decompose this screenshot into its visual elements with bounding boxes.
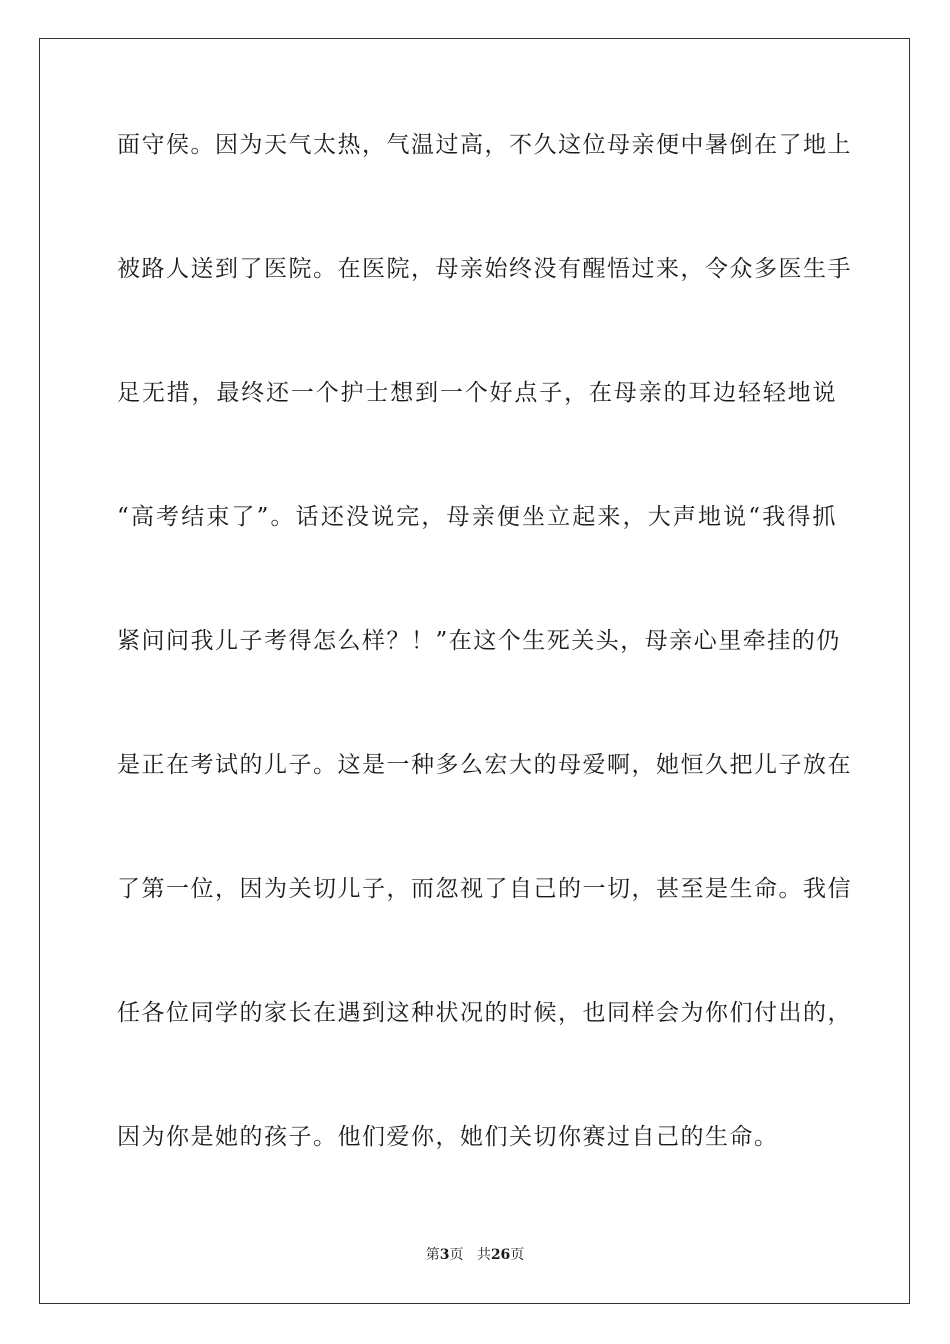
text-line: 紧问问我儿子考得怎么样？！”在这个生死关头，母亲心里牵挂的仍: [117, 628, 841, 654]
document-body: [117, 130, 852, 1246]
total-suffix: 页: [510, 1247, 525, 1263]
text-line: 了第一位，因为关切儿子，而忽视了自己的一切，甚至是生命。我信: [117, 876, 852, 902]
text-line: 被路人送到了医院。在医院，母亲始终没有醒悟过来，令众多医生手: [117, 256, 852, 282]
page-suffix: 页: [449, 1247, 464, 1263]
total-prefix: 共: [476, 1247, 491, 1263]
total-pages: 26: [490, 1247, 511, 1263]
text-line: 是正在考试的儿子。这是一种多么宏大的母爱啊，她恒久把儿子放在: [117, 752, 852, 778]
page-number: 3: [439, 1247, 450, 1263]
text-line: “高考结束了”。话还没说完，母亲便坐立起来，大声地说“我得抓: [117, 504, 837, 530]
text-line-last: 因为你是她的孩子。他们爱你，她们关切你赛过自己的生命。: [117, 1124, 779, 1150]
text-line: 任各位同学的家长在遇到这种状况的时候，也同样会为你们付出的，: [117, 1000, 852, 1026]
page-prefix: 第: [425, 1247, 440, 1263]
text-line: 面守侯。因为天气太热，气温过高，不久这位母亲便中暑倒在了地上: [117, 132, 852, 158]
text-line: 足无措，最终还一个护士想到一个好点子，在母亲的耳边轻轻地说: [117, 380, 837, 406]
page-footer: [0, 1245, 950, 1265]
